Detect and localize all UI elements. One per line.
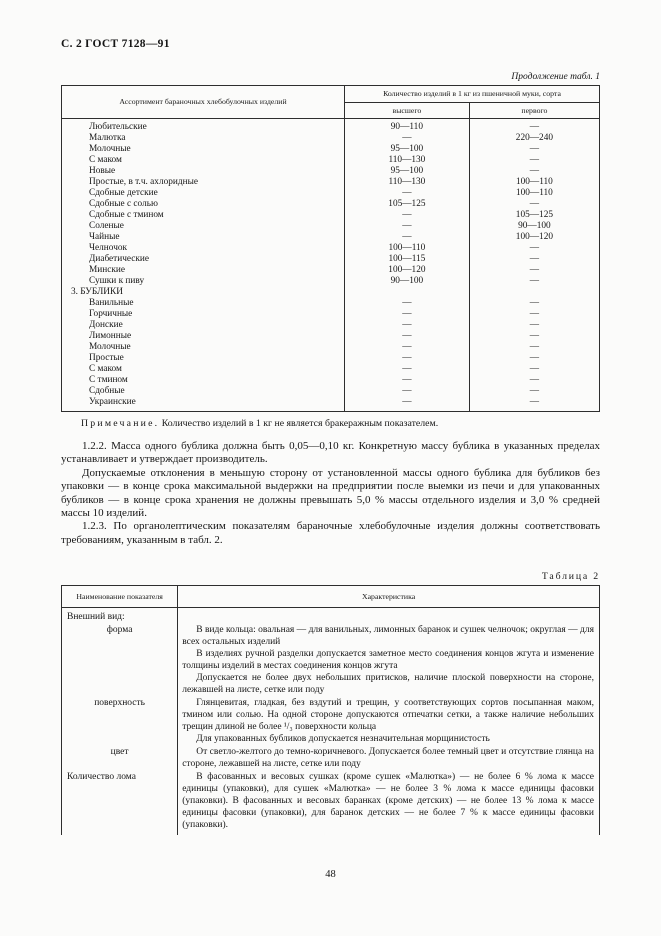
qty-vysshego: 95—100	[344, 166, 469, 177]
qty-vysshego: 105—125	[344, 199, 469, 210]
characteristic-row	[62, 770, 600, 835]
page-header: С. 2 ГОСТ 7128—91	[61, 38, 170, 50]
qty-pervogo: —	[469, 309, 599, 320]
assortment-row	[62, 210, 600, 221]
qty-vysshego: —	[344, 309, 469, 320]
qty-pervogo: —	[469, 320, 599, 331]
qty-pervogo: —	[469, 144, 599, 155]
assortment-name: Горчичные	[89, 309, 133, 319]
col-header-vysshego: высшего	[344, 102, 469, 119]
characteristic-paragraph: В фасованных и весовых сушках (кроме сушек «Малютка») — не более 6 % лома к массе единицы (упаковки), для сушек «Малютка» — не более 3 % лома к массе единицы фасовки (упаковки). В фасованных и весовых баранках (кроме детских) — не более 13 % лома к массе единицы фасовки (упаковки), для баранок детских — не более 7 % к массе единицы фасовки (упаковки).	[182, 772, 594, 831]
qty-vysshego: 95—100	[344, 144, 469, 155]
qty-pervogo	[469, 287, 599, 298]
assortment-name: Сдобные с солью	[89, 199, 158, 209]
qty-vysshego: —	[344, 232, 469, 243]
assortment-row	[62, 342, 600, 353]
qty-pervogo: —	[469, 155, 599, 166]
assortment-name: Донские	[89, 320, 123, 330]
assortment-name: Любительские	[89, 122, 147, 132]
characteristic-row	[62, 696, 600, 745]
qty-pervogo: —	[469, 375, 599, 386]
assortment-row	[62, 375, 600, 386]
assortment-name: Ванильные	[89, 298, 134, 308]
characteristic-paragraph: В изделиях ручной разделки допускается заметное место соединения концов жгута и изменение толщины изделий в местах соединения концов жгута	[182, 649, 594, 672]
qty-vysshego: —	[344, 188, 469, 199]
indicator-name: поверхность	[62, 696, 178, 745]
qty-pervogo: —	[469, 353, 599, 364]
page-content	[61, 38, 600, 835]
note-label: Примечание.	[81, 418, 160, 429]
assortment-row	[62, 188, 600, 199]
assortment-row	[62, 353, 600, 364]
qty-vysshego: 110—130	[344, 177, 469, 188]
indicator-name: Внешний вид:	[62, 608, 178, 624]
assortment-row	[62, 166, 600, 177]
assortment-row	[62, 243, 600, 254]
assortment-section-row	[62, 287, 600, 298]
qty-vysshego: 100—120	[344, 265, 469, 276]
qty-vysshego: —	[344, 210, 469, 221]
assortment-name: Диабетические	[89, 254, 149, 264]
assortment-name: Чайные	[89, 232, 120, 242]
qty-pervogo: —	[469, 386, 599, 397]
indicator-name: форма	[62, 623, 178, 696]
assortment-row	[62, 276, 600, 287]
note-text: Количество изделий в 1 кг не является бракеражным показателем.	[161, 418, 439, 429]
assortment-name: Минские	[89, 265, 125, 275]
assortment-name: Сдобные детские	[89, 188, 158, 198]
assortment-name: 3. БУБЛИКИ	[71, 287, 123, 297]
characteristic-text	[178, 608, 600, 624]
qty-pervogo: —	[469, 364, 599, 375]
qty-pervogo: —	[469, 298, 599, 309]
paragraph-1-2-3: 1.2.3. По органолептическим показателям бараночные хлебобулочные изделия должны соответствовать требованиям, указанным в табл. 2.	[61, 520, 600, 546]
assortment-row	[62, 309, 600, 320]
qty-pervogo: 105—125	[469, 210, 599, 221]
characteristic-paragraph: Допускается не более двух небольших притисков, наличие плоской поверхности на стороне, лежавшей на листе, сетке или поду	[182, 673, 594, 696]
body-text-block	[61, 440, 600, 547]
qty-vysshego: —	[344, 375, 469, 386]
assortment-row	[62, 199, 600, 210]
qty-pervogo: —	[469, 265, 599, 276]
table1-header-row-1	[62, 86, 600, 103]
qty-vysshego: 90—110	[344, 119, 469, 134]
assortment-name: Украинские	[89, 397, 136, 407]
qty-vysshego: —	[344, 298, 469, 309]
assortment-table	[61, 85, 600, 412]
assortment-row	[62, 364, 600, 375]
qty-pervogo: —	[469, 243, 599, 254]
table2-header-row	[62, 586, 600, 608]
qty-pervogo: 100—110	[469, 177, 599, 188]
assortment-row	[62, 177, 600, 188]
characteristic-text	[178, 745, 600, 770]
qty-vysshego: —	[344, 331, 469, 342]
paragraph-deviations: Допускаемые отклонения в меньшую сторону от установленной массы одного бублика для бубликов без упаковки — в конце срока максимальной выдержки на предприятии после выемки из печи и для упакованных бубликов — в конце срока хранения не должны превышать 5,0 % массы отдельного изделия и 3,0 % средней массы 10 изделий.	[61, 466, 600, 520]
paragraph-1-2-2: 1.2.2. Масса одного бублика должна быть 0,05—0,10 кг. Конкретную массу бублика в указанных пределах устанавливает и утверждает производитель.	[61, 440, 600, 466]
qty-pervogo: 90—100	[469, 221, 599, 232]
col-header-quantity: Количество изделий в 1 кг из пшеничной муки, сорта	[344, 86, 599, 103]
characteristic-paragraph: В виде кольца: овальная — для ванильных, лимонных баранок и сушек челночок; округлая — для всех остальных изделий	[182, 625, 594, 648]
assortment-row	[62, 320, 600, 331]
qty-pervogo: 220—240	[469, 133, 599, 144]
assortment-name: Лимонные	[89, 331, 132, 341]
qty-vysshego: —	[344, 221, 469, 232]
assortment-row	[62, 221, 600, 232]
assortment-name: Сушки к пиву	[89, 276, 145, 286]
qty-pervogo: —	[469, 331, 599, 342]
characteristic-paragraph: Для упакованных бубликов допускается незначительная морщинистость	[196, 734, 490, 745]
assortment-row	[62, 155, 600, 166]
characteristic-row	[62, 745, 600, 770]
assortment-name: С маком	[89, 155, 122, 165]
qty-vysshego: —	[344, 364, 469, 375]
qty-vysshego: —	[344, 353, 469, 364]
qty-pervogo: —	[469, 166, 599, 177]
qty-vysshego: 100—110	[344, 243, 469, 254]
qty-pervogo: —	[469, 397, 599, 412]
characteristic-row	[62, 623, 600, 696]
characteristic-row	[62, 608, 600, 624]
qty-vysshego: 110—130	[344, 155, 469, 166]
assortment-name: Молочные	[89, 144, 131, 154]
assortment-row	[62, 298, 600, 309]
indicator-name: цвет	[62, 745, 178, 770]
col-header-indicator: Наименование показателя	[62, 586, 178, 608]
col-header-characteristic: Характеристика	[178, 586, 600, 608]
characteristic-paragraph: Глянцевитая, гладкая, без вздутий и трещин, у соответствующих сортов посыпанная маком, тмином или солью. На одной стороне допускаются отпечатки сетки, а также наличие небольших трещин длиной не более ¹/₃ поверхности кольца	[182, 698, 594, 733]
assortment-row	[62, 144, 600, 155]
qty-vysshego: 100—115	[344, 254, 469, 265]
qty-pervogo: —	[469, 254, 599, 265]
assortment-name: Новые	[89, 166, 116, 176]
qty-pervogo: —	[469, 119, 599, 134]
assortment-name: Соленые	[89, 221, 124, 231]
assortment-name: Сдобные	[89, 386, 125, 396]
characteristics-table	[61, 585, 600, 835]
assortment-name: Простые, в т.ч. ахлоридные	[89, 177, 198, 187]
qty-vysshego: —	[344, 320, 469, 331]
qty-pervogo: —	[469, 342, 599, 353]
characteristic-text	[178, 770, 600, 835]
assortment-row	[62, 397, 600, 412]
assortment-name: Малютка	[89, 133, 126, 143]
col-header-pervogo: первого	[469, 102, 599, 119]
qty-pervogo: —	[469, 276, 599, 287]
assortment-name: Простые	[89, 353, 124, 363]
qty-vysshego: 90—100	[344, 276, 469, 287]
table1-caption: Продолжение табл. 1	[511, 72, 600, 82]
assortment-row	[62, 119, 600, 134]
table2-caption: Таблица 2	[541, 571, 600, 583]
qty-pervogo: 100—120	[469, 232, 599, 243]
indicator-name: Количество лома	[62, 770, 178, 835]
qty-vysshego: —	[344, 342, 469, 353]
assortment-name: Челночок	[89, 243, 128, 253]
assortment-name: С тмином	[89, 375, 128, 385]
assortment-name: Сдобные с тмином	[89, 210, 164, 220]
col-header-assortment: Ассортимент бараночных хлебобулочных изделий	[62, 86, 345, 119]
qty-vysshego: —	[344, 386, 469, 397]
qty-vysshego: —	[344, 133, 469, 144]
assortment-row	[62, 386, 600, 397]
qty-pervogo: —	[469, 199, 599, 210]
qty-vysshego: —	[344, 397, 469, 412]
assortment-name: С маком	[89, 364, 122, 374]
assortment-name: Молочные	[89, 342, 131, 352]
assortment-row	[62, 331, 600, 342]
assortment-row	[62, 254, 600, 265]
assortment-row	[62, 133, 600, 144]
qty-pervogo: 100—110	[469, 188, 599, 199]
page-number: 48	[325, 869, 336, 880]
characteristic-text	[178, 696, 600, 745]
characteristic-paragraph: От светло-желтого до темно-коричневого. Допускается более темный цвет и отсутствие глянца на стороне, лежавшей на листе, сетке или поду	[182, 747, 594, 770]
characteristic-text	[178, 623, 600, 696]
qty-vysshego	[344, 287, 469, 298]
assortment-row	[62, 232, 600, 243]
table1-note	[61, 418, 600, 430]
assortment-row	[62, 265, 600, 276]
